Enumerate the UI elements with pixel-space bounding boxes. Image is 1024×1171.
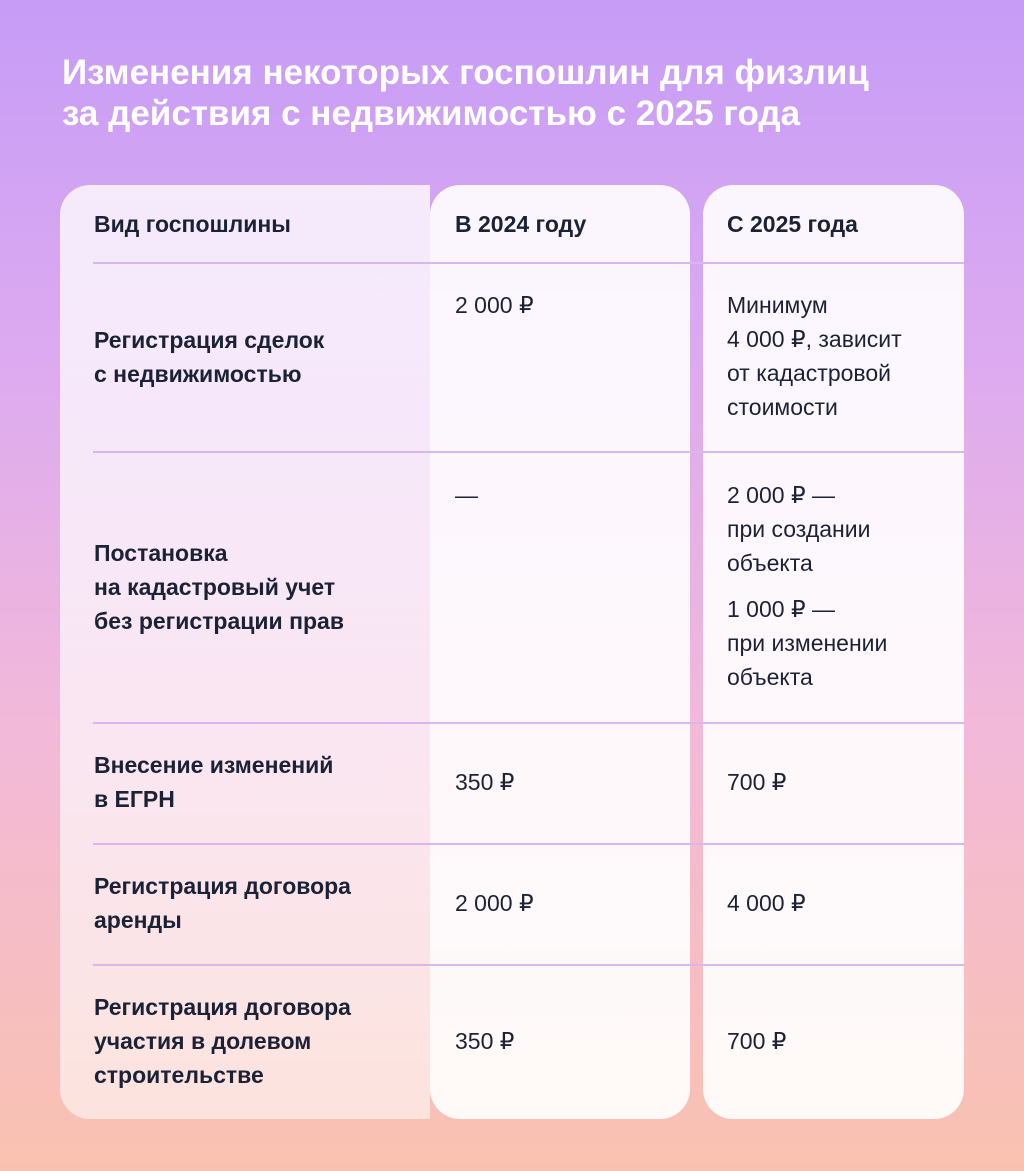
row-2-value-2025-line: объекта: [727, 664, 813, 690]
table-column-2024-bg: [430, 185, 690, 1119]
row-2-value-2025-line: 2 000 ₽ —: [727, 482, 835, 508]
header-2025: С 2025 года: [727, 211, 858, 237]
row-1-label: [94, 323, 414, 391]
row-4-value-2025: 4 000 ₽: [727, 890, 806, 916]
row-2-label-line: на кадастровый учет: [94, 574, 336, 600]
row-5-value-2025: 700 ₽: [727, 1028, 787, 1054]
row-5-label: [94, 990, 414, 1092]
row-2-value-2025-line: при изменении: [727, 630, 888, 656]
row-5-value-2024: 350 ₽: [455, 1028, 515, 1054]
row-4-label-line: аренды: [94, 907, 182, 933]
row-4-label-line: Регистрация договора: [94, 873, 351, 899]
row-3-value-2024: 350 ₽: [455, 769, 515, 795]
row-2-label-line: Постановка: [94, 540, 228, 566]
row-3-value-2025: 700 ₽: [727, 769, 787, 795]
row-2-label-line: без регистрации прав: [94, 608, 344, 634]
row-2-label: [94, 536, 414, 638]
row-1-label-line: с недвижимостью: [94, 361, 302, 387]
header-fee-type: Вид госпошлины: [94, 211, 291, 237]
row-1-value-2025-line: от кадастровой: [727, 360, 891, 386]
row-1-label-line: Регистрация сделок: [94, 327, 325, 353]
row-3-label-line: в ЕГРН: [94, 786, 175, 812]
row-divider: [93, 262, 964, 264]
row-3-label: [94, 748, 414, 816]
row-3-label-line: Внесение изменений: [94, 752, 334, 778]
row-divider: [93, 843, 964, 845]
row-divider: [93, 451, 964, 453]
row-2-value-2025-line: при создании: [727, 516, 871, 542]
row-1-value-2024: 2 000 ₽: [455, 292, 534, 318]
title-line-2: за действия с недвижимостью с 2025 года: [62, 94, 801, 133]
row-divider: [93, 964, 964, 966]
row-4-label: [94, 869, 414, 937]
row-4-value-2024: 2 000 ₽: [455, 890, 534, 916]
row-2-value-2024: —: [455, 482, 478, 508]
row-5-label-line: Регистрация договора: [94, 994, 351, 1020]
row-2-value-2025-line: 1 000 ₽ —: [727, 596, 835, 622]
row-divider: [93, 722, 964, 724]
row-2-value-2025-line: объекта: [727, 550, 813, 576]
row-5-label-line: участия в долевом: [94, 1028, 312, 1054]
row-1-value-2025-line: Минимум: [727, 292, 828, 318]
page-title: [62, 52, 962, 134]
header-2024: В 2024 году: [455, 211, 587, 237]
row-5-label-line: строительстве: [94, 1062, 264, 1088]
row-2-value-2025: [727, 478, 952, 694]
row-1-value-2025: [727, 288, 952, 424]
row-1-value-2025-line: 4 000 ₽, зависит: [727, 326, 902, 352]
title-line-1: Изменения некоторых госпошлин для физлиц: [62, 53, 869, 92]
row-1-value-2025-line: стоимости: [727, 394, 838, 420]
